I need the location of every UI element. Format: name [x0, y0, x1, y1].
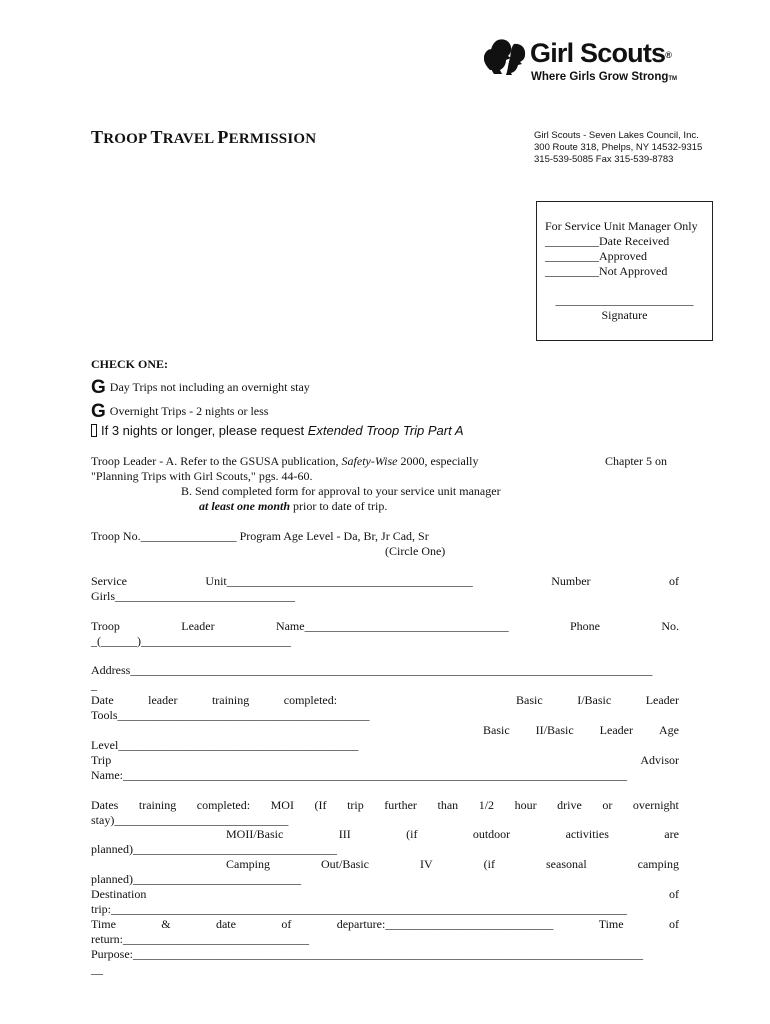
option-day-trips[interactable]: G Day Trips not including an overnight stay [91, 377, 310, 398]
moi-row: Dates training completed: MOI (If trip further than 1/2 hour drive or overnight [91, 798, 679, 812]
leader-instruction-a-cont: "Planning Trips with Girl Scouts," pgs. 44-60. [91, 469, 313, 483]
leader-instruction-b: B. Send completed form for approval to your service unit manager [181, 484, 501, 498]
option-extended-trip[interactable]: If 3 nights or longer, please request Extended Troop Trip Part A [91, 422, 679, 438]
registered-mark: ® [665, 50, 672, 60]
council-phone: 315-539-5085 Fax 315-539-8783 [534, 154, 674, 165]
trip-advisor-row: Trip Advisor [91, 753, 679, 767]
troop-leader-row[interactable]: Troop Leader Name__________________________________ Phone No. [91, 619, 679, 633]
leader-training-row: Date leader training completed: Basic I/Basic Leader [91, 693, 679, 707]
council-street: 300 Route 318, Phelps, NY 14532-9315 [534, 142, 703, 153]
trademark-mark: TM [668, 76, 678, 82]
moii-date-field[interactable]: planned)__________________________________ [91, 842, 337, 856]
number-of-girls-field[interactable]: Girls______________________________ [91, 589, 295, 603]
checkbox-extended-icon[interactable] [91, 424, 97, 437]
departure-row[interactable]: Time & date of departure:____________________________ Time of [91, 917, 679, 931]
svc-heading: For Service Unit Manager Only [545, 219, 698, 233]
purpose-field-cont: __ [91, 962, 103, 976]
brand-tagline: Where Girls Grow StrongTM [531, 71, 678, 83]
moi-date-field[interactable]: stay)_____________________________ [91, 813, 289, 827]
council-address [534, 130, 702, 166]
checkbox-overnight-icon[interactable]: G [91, 401, 106, 422]
approved-field[interactable]: _________Approved [545, 249, 647, 263]
camping-date-field[interactable]: planned)____________________________ [91, 872, 301, 886]
document-title: TROOP TRAVEL PERMISSION [91, 127, 317, 147]
destination-field[interactable]: trip:______________________________________________________________________________________ [91, 902, 627, 916]
age-level-field[interactable]: Level________________________________________ [91, 738, 359, 752]
destination-row: Destination of [91, 887, 679, 901]
brand-name: Girl Scouts® [530, 38, 672, 68]
not-approved-field[interactable]: _________Not Approved [545, 264, 668, 278]
address-field[interactable]: Address_______________________________________________________________________________________ [91, 663, 653, 677]
purpose-field[interactable]: Purpose:_____________________________________________________________________________________ [91, 947, 643, 961]
signature-label: Signature [601, 308, 648, 322]
service-unit-manager-box [536, 201, 713, 341]
troop-number-field[interactable]: Troop No.________________ Program Age Level - Da, Br, Jr Cad, Sr [91, 529, 429, 543]
council-name: Girl Scouts - Seven Lakes Council, Inc. [534, 130, 699, 141]
signature-field[interactable]: _______________________ [555, 293, 694, 307]
basic-ii-row: Basic II/Basic Leader Age [483, 723, 679, 737]
address-field-cont: _ [91, 678, 97, 692]
service-unit-row[interactable]: Service Unit_________________________________________ Number of [91, 574, 679, 588]
moii-row: MOII/Basic III (if outdoor activities are [226, 827, 679, 841]
checkbox-day-trips-icon[interactable]: G [91, 377, 106, 398]
leader-tools-field[interactable]: Tools__________________________________________ [91, 708, 370, 722]
trip-advisor-name-field[interactable]: Name:____________________________________________________________________________________ [91, 768, 627, 782]
check-one-heading: CHECK ONE: [91, 357, 169, 371]
phone-number-field[interactable]: _(______)_________________________ [91, 634, 291, 648]
option-overnight-trips[interactable]: G Overnight Trips - 2 nights or less [91, 401, 269, 422]
leader-instruction-b-cont: at least one month prior to date of trip. [199, 499, 388, 513]
return-field[interactable]: return:_______________________________ [91, 932, 309, 946]
camping-row: Camping Out/Basic IV (if seasonal camping [226, 857, 679, 871]
girl-scouts-trefoil-icon [484, 38, 528, 76]
leader-instruction-a: Troop Leader - A. Refer to the GSUSA publication, Safety-Wise 2000, especially Chapter 5 on [91, 454, 667, 468]
circle-one-note: (Circle One) [385, 544, 446, 558]
date-received-field[interactable]: _________Date Received [545, 234, 670, 248]
